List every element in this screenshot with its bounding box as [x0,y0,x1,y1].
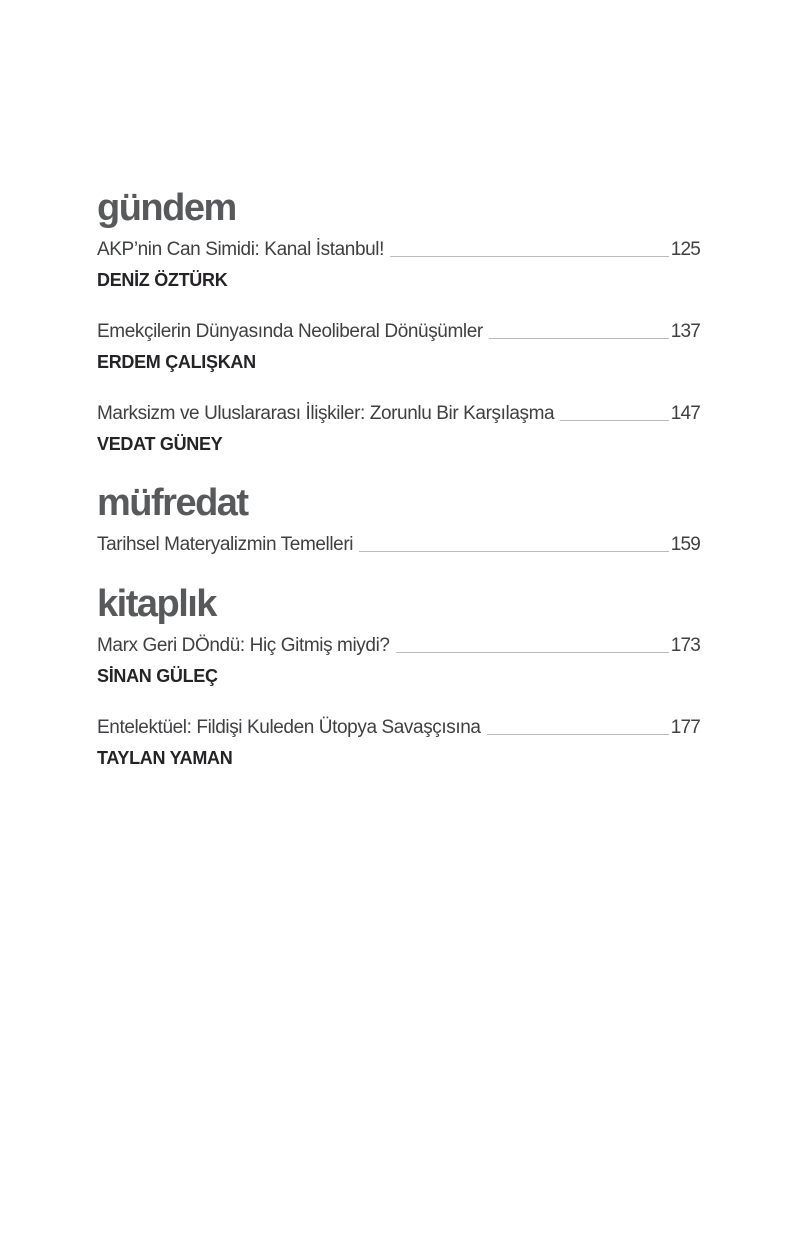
leader-line [390,256,669,257]
toc-entry-row [97,235,700,265]
section-gundem [97,186,700,459]
leader-line [560,420,669,421]
entry-title: Entelektüel: Fildişi Kuleden Ütopya Savaşçısına [97,717,481,738]
table-of-contents [97,186,700,773]
toc-entry [97,235,700,295]
entry-title: Marksizm ve Uluslararası İlişkiler: Zorunlu Bir Karşılaşma [97,403,555,424]
entry-author: DENİZ ÖZTÜRK [97,270,228,290]
entry-author: TAYLAN YAMAN [97,748,233,768]
section-heading: müfredat [97,482,248,524]
entry-page-number: 159 [670,534,700,555]
toc-entry [97,713,700,773]
entry-author: VEDAT GÜNEY [97,434,223,454]
toc-entry [97,631,700,691]
entry-title: AKP’nin Can Simidi: Kanal İstanbul! [97,239,384,260]
entry-page-number: 177 [670,717,700,738]
leader-line [489,338,669,339]
toc-entry-row [97,399,700,429]
toc-entry [97,530,700,560]
leader-line [396,652,669,653]
section-mufredat [97,481,700,560]
toc-entry-row [97,530,700,560]
leader-line [487,734,669,735]
entry-page-number: 147 [670,403,700,424]
toc-entry [97,399,700,459]
leader-line [359,551,669,552]
entry-page-number: 173 [670,635,700,656]
entry-title: Tarihsel Materyalizmin Temelleri [97,534,354,555]
toc-entry-row [97,631,700,661]
section-heading: gündem [97,187,236,229]
entry-title: Emekçilerin Dünyasında Neoliberal Dönüşümler [97,321,483,342]
section-kitaplik [97,582,700,773]
toc-entry [97,317,700,377]
entry-title: Marx Geri DÖndü: Hiç Gitmiş miydi? [97,635,390,656]
entry-author: SİNAN GÜLEÇ [97,666,218,686]
entry-page-number: 137 [670,321,700,342]
toc-entry-row [97,713,700,743]
section-heading: kitaplık [97,583,216,625]
entry-author: ERDEM ÇALIŞKAN [97,352,256,372]
toc-entry-row [97,317,700,347]
entry-page-number: 125 [670,239,700,260]
